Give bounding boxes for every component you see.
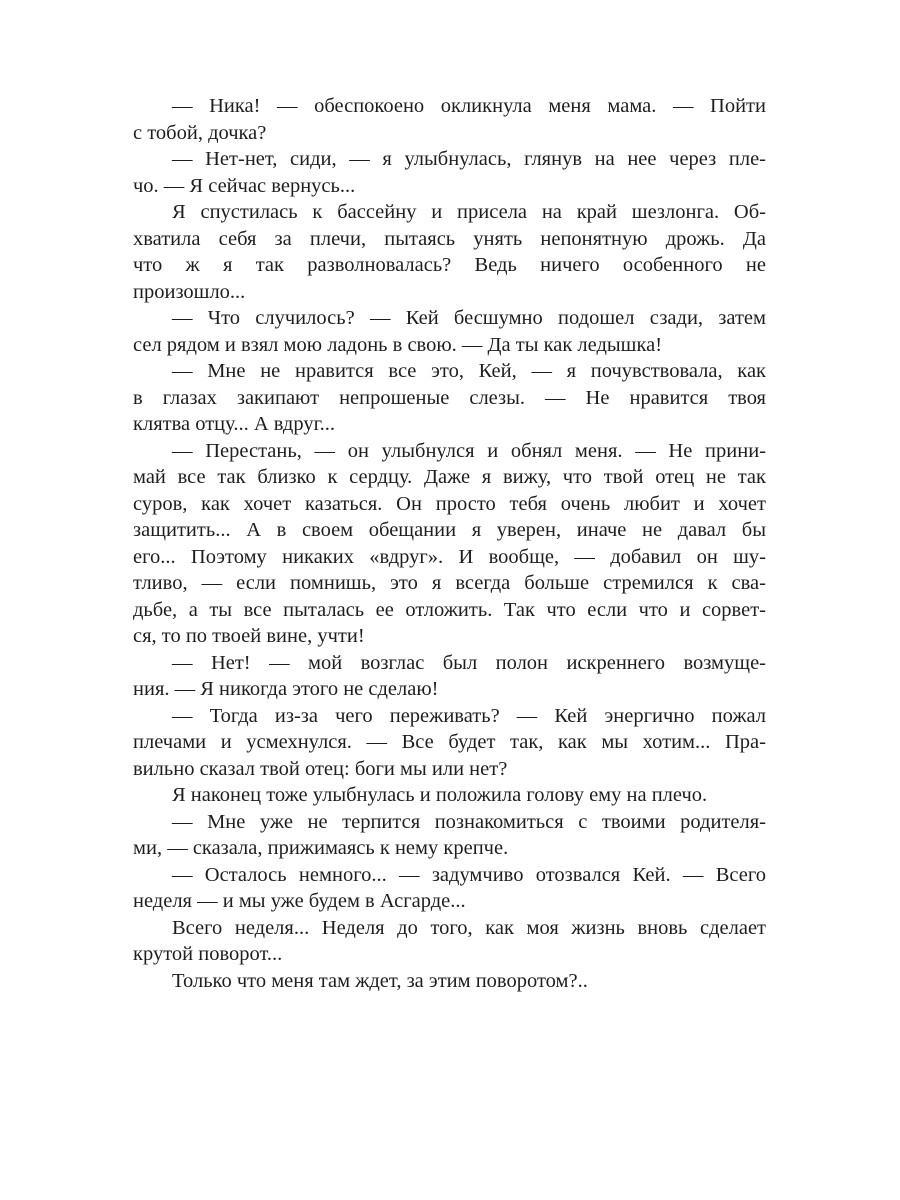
paragraph	[133, 650, 766, 703]
text-line: — Осталось немного... — задумчиво отозвался Кей. — Всего	[172, 863, 766, 886]
text-line: Всего неделя... Неделя до того, как моя жизнь вновь сделает	[172, 916, 766, 939]
paragraph	[133, 93, 766, 146]
paragraph	[133, 146, 766, 199]
paragraph	[133, 809, 766, 862]
text-line: — Перестань, — он улыбнулся и обнял меня. — Не прини-	[172, 439, 766, 462]
text-line: вильно сказал твой отец: боги мы или нет?	[133, 757, 508, 780]
text-line: крутой поворот...	[133, 943, 283, 965]
text-line: чо. — Я сейчас вернусь...	[133, 174, 356, 197]
paragraph	[133, 305, 766, 358]
text-line: ми, — сказала, прижимаясь к нему крепче.	[133, 837, 509, 859]
text-line: суров, как хочет казаться. Он просто тебя очень любит и хочет	[133, 492, 766, 515]
text-line: его... Поэтому никаких «вдруг». И вообще, — добавил он шу-	[133, 545, 766, 568]
paragraph	[133, 782, 766, 809]
text-line: с тобой, дочка?	[133, 121, 267, 144]
text-line: Я наконец тоже улыбнулась и положила голову ему на плечо.	[172, 784, 708, 806]
paragraph	[133, 358, 766, 438]
text-line: клятва отцу... А вдруг...	[133, 413, 336, 435]
text-line: ния. — Я никогда этого не сделаю!	[133, 678, 439, 700]
text-line: — Мне не нравится все это, Кей, — я почувствовала, как	[172, 360, 766, 382]
paragraph	[133, 199, 766, 305]
text-line: — Ника! — обеспокоено окликнула меня мама. — Пойти	[172, 95, 766, 117]
text-line: защитить... А в своем обещании я уверен, иначе не давал бы	[133, 519, 766, 541]
text-line: хватила себя за плечи, пытаясь унять непонятную дрожь. Да	[133, 227, 766, 250]
text-line: — Что случилось? — Кей бесшумно подошел сзади, затем	[172, 307, 766, 329]
paragraph	[133, 915, 766, 968]
text-line: плечами и усмехнулся. — Все будет так, как мы хотим... Пра-	[133, 731, 766, 753]
text-line: — Мне уже не терпится познакомиться с твоими родителя-	[172, 810, 766, 833]
paragraph	[133, 703, 766, 783]
paragraph	[133, 968, 766, 995]
text-line: ся, то по твоей вине, учти!	[133, 625, 365, 647]
text-line: тливо, — если помнишь, это я всегда больше стремился к сва-	[133, 572, 766, 594]
text-line: Я спустилась к бассейну и присела на край шезлонга. Об-	[172, 201, 766, 223]
text-line: май все так близко к сердцу. Даже я вижу, что твой отец не так	[133, 466, 766, 488]
paragraph	[133, 862, 766, 915]
text-line: Только что меня там ждет, за этим поворотом?..	[172, 969, 588, 992]
paragraph	[133, 438, 766, 650]
text-line: дьбе, а ты все пыталась ее отложить. Так что если что и сорвет-	[133, 598, 766, 621]
text-line: — Тогда из-за чего переживать? — Кей энергично пожал	[172, 704, 766, 727]
text-line: сел рядом и взял мою ладонь в свою. — Да ты как ледышка!	[133, 333, 663, 356]
text-line: неделя — и мы уже будем в Асгарде...	[133, 890, 466, 912]
text-line: произошло...	[133, 280, 246, 303]
book-page-text	[133, 93, 766, 994]
text-line: — Нет-нет, сиди, — я улыбнулась, глянув на нее через пле-	[172, 148, 766, 170]
text-line: — Нет! — мой возглас был полон искреннего возмуще-	[172, 651, 766, 674]
text-line: в глазах закипают непрошеные слезы. — Не нравится твоя	[133, 386, 766, 409]
text-line: что ж я так разволновалась? Ведь ничего особенного не	[133, 254, 766, 276]
